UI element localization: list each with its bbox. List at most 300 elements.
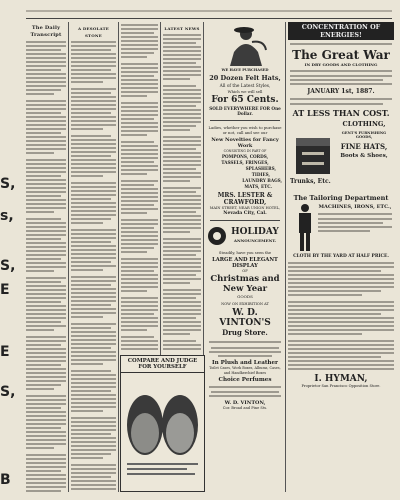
text-line bbox=[71, 312, 116, 314]
text-line bbox=[163, 282, 190, 284]
text-line bbox=[163, 54, 201, 56]
text-line bbox=[71, 359, 116, 361]
text-line bbox=[26, 222, 66, 224]
text-line bbox=[26, 112, 61, 114]
text-line bbox=[26, 140, 66, 142]
margin-fragment: E bbox=[0, 344, 10, 360]
text-line bbox=[163, 289, 201, 291]
text-line bbox=[71, 284, 111, 286]
novelty-item: SPLASHERS, bbox=[245, 166, 276, 171]
text-line bbox=[163, 340, 196, 342]
text-line bbox=[163, 148, 196, 150]
text-lines bbox=[71, 41, 116, 492]
text-line bbox=[163, 238, 201, 240]
text-line bbox=[71, 476, 111, 478]
text-line bbox=[71, 468, 116, 470]
text-line bbox=[121, 344, 158, 346]
text-line bbox=[288, 294, 362, 296]
holiday-of: OF bbox=[242, 269, 248, 273]
text-line bbox=[26, 199, 66, 201]
text-line bbox=[71, 171, 116, 173]
text-line bbox=[71, 374, 116, 376]
text-line bbox=[163, 278, 201, 280]
text-line bbox=[121, 75, 154, 77]
text-line bbox=[71, 327, 111, 329]
text-line bbox=[26, 159, 66, 161]
text-line bbox=[26, 49, 61, 51]
novelties-headline: New Novelties for Fancy Work bbox=[211, 137, 279, 149]
text-line bbox=[163, 62, 196, 64]
text-line bbox=[71, 61, 116, 63]
text-line bbox=[288, 305, 394, 307]
text-line bbox=[71, 425, 116, 427]
text-line bbox=[26, 427, 61, 429]
text-line bbox=[121, 309, 158, 311]
text-line bbox=[71, 351, 116, 353]
text-line bbox=[163, 191, 196, 193]
holiday-vinton: W. D. VINTON'S bbox=[219, 308, 271, 328]
text-line bbox=[163, 219, 201, 221]
text-line bbox=[121, 48, 158, 50]
news-column-2 bbox=[71, 22, 116, 492]
text-line bbox=[26, 124, 66, 126]
text-line bbox=[26, 399, 66, 401]
hyman-proprietor: Proprietor San Francisco Opposition Store. bbox=[301, 384, 381, 388]
text-line bbox=[121, 278, 158, 280]
text-line bbox=[288, 364, 394, 366]
text-line bbox=[26, 53, 66, 55]
text-line bbox=[26, 203, 66, 205]
text-line bbox=[71, 218, 111, 220]
text-line bbox=[71, 41, 116, 43]
text-line bbox=[163, 38, 201, 40]
hats-ad-price: For 65 Cents. bbox=[211, 95, 279, 105]
text-line bbox=[26, 411, 66, 413]
text-line bbox=[26, 407, 61, 409]
text-line bbox=[26, 238, 61, 240]
margin-fragment: s, bbox=[0, 208, 14, 224]
text-line bbox=[121, 212, 147, 214]
novelty-item: LAUNDRY BAGS, bbox=[242, 178, 282, 183]
holiday-christmas: Christmas and New Year bbox=[210, 274, 280, 294]
text-line bbox=[26, 348, 66, 350]
text-line bbox=[121, 91, 158, 93]
text-line bbox=[26, 93, 54, 95]
text-line bbox=[71, 128, 103, 130]
text-line bbox=[121, 126, 158, 128]
text-line bbox=[288, 262, 394, 264]
text-line bbox=[71, 167, 116, 169]
text-line bbox=[26, 372, 66, 374]
text-line bbox=[71, 194, 116, 196]
text-line bbox=[163, 325, 201, 327]
text-line bbox=[71, 104, 116, 106]
text-line bbox=[121, 188, 158, 190]
text-line bbox=[121, 297, 158, 299]
text-line bbox=[71, 45, 116, 47]
text-line bbox=[288, 301, 394, 303]
text-line bbox=[121, 106, 158, 108]
novelty-item: TASSELS, FRINGES, bbox=[221, 160, 269, 165]
text-line bbox=[121, 282, 158, 284]
text-line bbox=[26, 419, 66, 421]
text-line bbox=[163, 50, 201, 52]
text-line bbox=[121, 340, 158, 342]
text-line bbox=[163, 313, 201, 315]
text-line bbox=[71, 261, 111, 263]
text-line bbox=[163, 66, 201, 68]
text-line bbox=[26, 148, 66, 150]
text-line bbox=[26, 144, 66, 146]
text-line bbox=[26, 89, 61, 91]
text-line bbox=[71, 445, 116, 447]
text-line bbox=[26, 163, 66, 165]
text-line bbox=[26, 336, 66, 338]
text-line bbox=[71, 143, 116, 145]
text-line bbox=[163, 199, 201, 201]
novelty-item: POMPONS, CORDS, bbox=[221, 154, 269, 159]
text-line bbox=[71, 222, 103, 224]
margin-fragment: S, bbox=[0, 176, 16, 192]
margin-fragment: S, bbox=[0, 258, 16, 274]
text-line bbox=[121, 231, 158, 233]
text-line bbox=[163, 203, 201, 205]
text-line bbox=[163, 34, 201, 36]
text-line bbox=[26, 486, 66, 488]
text-line bbox=[288, 333, 362, 335]
text-line bbox=[71, 229, 116, 231]
text-line bbox=[71, 316, 103, 318]
text-line bbox=[71, 53, 116, 55]
text-line bbox=[163, 215, 201, 217]
text-line bbox=[121, 239, 158, 241]
hats-ad bbox=[206, 22, 284, 121]
text-line bbox=[26, 183, 66, 185]
great-war-subtitle: IN DRY GOODS AND CLOTHING bbox=[304, 62, 378, 67]
text-line bbox=[26, 293, 66, 295]
text-line bbox=[121, 274, 158, 276]
text-line bbox=[121, 262, 158, 264]
clothing-label: CLOTHING, bbox=[342, 120, 386, 128]
text-line bbox=[121, 180, 158, 182]
news-column-4 bbox=[163, 22, 201, 352]
text-line bbox=[26, 403, 66, 405]
text-line bbox=[163, 117, 201, 119]
text-line bbox=[71, 343, 116, 345]
text-line bbox=[71, 394, 116, 396]
margin-fragment: B bbox=[0, 472, 11, 488]
text-line bbox=[121, 40, 158, 42]
text-line bbox=[71, 257, 116, 259]
text-line bbox=[71, 249, 116, 251]
text-line bbox=[26, 191, 66, 193]
text-line bbox=[26, 352, 66, 354]
text-line bbox=[26, 179, 66, 181]
text-line bbox=[163, 223, 201, 225]
novelties-firm: MRS. LESTER & CRAWFORD, bbox=[217, 192, 273, 206]
text-line bbox=[163, 85, 196, 87]
text-line bbox=[121, 235, 158, 237]
text-line bbox=[71, 355, 116, 357]
text-line bbox=[121, 321, 158, 323]
text-line bbox=[26, 73, 66, 75]
holiday-announcement: ANNOUNCEMENT. bbox=[233, 238, 277, 243]
hats-ad-styles: All of the Latest Styles, bbox=[219, 84, 271, 89]
text-line bbox=[71, 253, 116, 255]
text-line bbox=[26, 195, 61, 197]
text-line bbox=[121, 44, 158, 46]
text-line bbox=[26, 167, 66, 169]
text-line bbox=[26, 108, 66, 110]
text-line bbox=[71, 370, 111, 372]
text-line bbox=[26, 41, 66, 43]
text-line bbox=[26, 368, 66, 370]
text-line bbox=[163, 344, 201, 346]
text-line bbox=[26, 69, 61, 71]
text-line bbox=[163, 254, 196, 256]
text-line bbox=[71, 151, 116, 153]
text-line bbox=[288, 360, 394, 362]
text-line bbox=[71, 237, 116, 239]
text-line bbox=[71, 202, 116, 204]
text-line bbox=[121, 52, 154, 54]
column-heading: A DESOLATE STONE bbox=[77, 26, 110, 38]
column-rule bbox=[118, 22, 119, 492]
text-line bbox=[163, 172, 201, 174]
text-line bbox=[121, 110, 158, 112]
right-text-lines bbox=[288, 262, 394, 370]
text-line bbox=[26, 116, 66, 118]
novelty-item: TIDIES, bbox=[251, 172, 270, 177]
text-line bbox=[163, 105, 196, 107]
text-line bbox=[163, 297, 196, 299]
shoe-illustration bbox=[121, 373, 204, 483]
text-line bbox=[288, 340, 394, 342]
text-line bbox=[71, 280, 116, 282]
text-line bbox=[26, 388, 54, 390]
text-line bbox=[163, 317, 196, 319]
text-line bbox=[163, 136, 201, 138]
text-line bbox=[71, 488, 116, 490]
text-line bbox=[26, 254, 66, 256]
text-line bbox=[71, 269, 103, 271]
text-line bbox=[288, 266, 394, 268]
text-line bbox=[121, 270, 154, 272]
news-column-3 bbox=[121, 22, 158, 352]
text-line bbox=[121, 134, 147, 136]
text-line bbox=[163, 187, 201, 189]
text-line bbox=[71, 410, 103, 412]
text-line bbox=[71, 233, 116, 235]
text-line bbox=[71, 198, 111, 200]
text-line bbox=[26, 281, 61, 283]
text-line bbox=[71, 57, 116, 59]
text-line bbox=[71, 77, 116, 79]
text-line bbox=[121, 173, 147, 175]
text-line bbox=[163, 195, 201, 197]
text-line bbox=[71, 433, 111, 435]
text-line bbox=[163, 144, 201, 146]
text-line bbox=[121, 67, 158, 69]
novelties-ad bbox=[206, 125, 284, 221]
text-line bbox=[71, 116, 116, 118]
text-line bbox=[288, 352, 394, 354]
text-line bbox=[26, 364, 61, 366]
text-line bbox=[121, 348, 158, 350]
novelties-address: MAIN STREET, NEAR UNION HOTEL, bbox=[209, 206, 281, 210]
text-line bbox=[71, 437, 116, 439]
text-line bbox=[26, 226, 66, 228]
text-line bbox=[26, 313, 66, 315]
novelties-intro: Ladies, whether you wish to purchase or not, call and see our bbox=[208, 125, 282, 135]
text-line bbox=[71, 429, 116, 431]
text-line bbox=[121, 208, 158, 210]
text-line bbox=[26, 305, 66, 307]
text-line bbox=[71, 441, 116, 443]
text-line bbox=[71, 186, 116, 188]
text-line bbox=[121, 266, 158, 268]
text-line bbox=[288, 356, 381, 358]
text-line bbox=[121, 145, 158, 147]
text-line bbox=[121, 258, 158, 260]
text-line bbox=[71, 335, 116, 337]
text-line bbox=[163, 180, 190, 182]
text-line bbox=[121, 165, 158, 167]
text-line bbox=[71, 472, 116, 474]
text-line bbox=[26, 380, 66, 382]
text-line bbox=[71, 406, 116, 408]
text-line bbox=[121, 149, 158, 151]
text-line bbox=[26, 454, 66, 456]
text-line bbox=[121, 305, 158, 307]
text-line bbox=[121, 122, 158, 124]
text-line bbox=[121, 301, 158, 303]
holiday-drug-store: Drug Store. bbox=[222, 328, 268, 337]
text-line bbox=[163, 164, 201, 166]
text-line bbox=[163, 74, 201, 76]
column-rule bbox=[285, 22, 286, 492]
text-line bbox=[163, 109, 201, 111]
text-line bbox=[71, 88, 116, 90]
less-than-cost: AT LESS THAN COST. bbox=[292, 108, 390, 118]
text-line bbox=[121, 243, 158, 245]
text-line bbox=[71, 480, 116, 482]
holiday-plush: In Plush and Leather bbox=[211, 360, 279, 366]
text-line bbox=[71, 81, 103, 83]
text-line bbox=[26, 45, 66, 47]
text-line bbox=[26, 266, 66, 268]
text-line bbox=[121, 192, 158, 194]
text-line bbox=[71, 147, 116, 149]
text-line bbox=[26, 120, 66, 122]
text-lines bbox=[26, 41, 66, 492]
text-line bbox=[71, 464, 116, 466]
text-line bbox=[163, 129, 190, 131]
text-line bbox=[71, 288, 116, 290]
tailor-figure-icon bbox=[294, 202, 316, 252]
text-line bbox=[26, 360, 66, 362]
text-line bbox=[71, 449, 116, 451]
column-title: The Daily Transcript bbox=[30, 25, 62, 38]
text-line bbox=[71, 210, 116, 212]
text-line bbox=[121, 130, 158, 132]
text-line bbox=[26, 270, 54, 272]
text-line bbox=[121, 329, 147, 331]
text-line bbox=[71, 241, 111, 243]
text-line bbox=[26, 171, 66, 173]
text-line bbox=[71, 300, 116, 302]
text-line bbox=[26, 482, 66, 484]
text-line bbox=[26, 85, 66, 87]
news-column-1 bbox=[26, 22, 66, 492]
text-line bbox=[163, 266, 201, 268]
text-line bbox=[71, 139, 116, 141]
text-line bbox=[163, 348, 201, 350]
text-line bbox=[163, 270, 201, 272]
text-line bbox=[26, 61, 66, 63]
text-line bbox=[26, 136, 66, 138]
compare-ad bbox=[120, 355, 205, 492]
right-ads-column bbox=[288, 22, 394, 492]
text-line bbox=[163, 58, 201, 60]
text-line bbox=[71, 453, 111, 455]
text-line bbox=[26, 250, 66, 252]
text-line bbox=[71, 457, 103, 459]
text-line bbox=[26, 470, 61, 472]
text-line bbox=[121, 290, 147, 292]
text-line bbox=[26, 65, 66, 67]
text-line bbox=[121, 251, 147, 253]
text-line bbox=[163, 274, 196, 276]
text-line bbox=[26, 356, 66, 358]
text-line bbox=[288, 325, 394, 327]
text-line bbox=[163, 97, 201, 99]
text-line bbox=[71, 182, 116, 184]
lady-illustration bbox=[206, 22, 284, 68]
text-line bbox=[71, 214, 116, 216]
text-line bbox=[71, 363, 103, 365]
text-line bbox=[163, 46, 201, 48]
text-line bbox=[163, 156, 201, 158]
holiday-perfumes: Choice Perfumes bbox=[218, 377, 272, 383]
text-line bbox=[71, 65, 116, 67]
text-line bbox=[26, 57, 66, 59]
text-line bbox=[71, 323, 116, 325]
text-line bbox=[26, 376, 66, 378]
text-line bbox=[121, 223, 158, 225]
text-line bbox=[26, 317, 66, 319]
cloth-half-price: CLOTH BY THE YARD AT HALF PRICE. bbox=[293, 254, 389, 259]
text-line bbox=[71, 206, 116, 208]
text-line bbox=[121, 114, 158, 116]
text-line bbox=[163, 93, 201, 95]
text-line bbox=[121, 24, 158, 26]
text-line bbox=[288, 282, 394, 284]
text-line bbox=[71, 163, 116, 165]
text-line bbox=[121, 71, 158, 73]
text-line bbox=[71, 390, 111, 392]
hats-ad-sold: SOLD EVERYWHERE FOR One Dollar. bbox=[209, 106, 281, 116]
text-line bbox=[163, 121, 201, 123]
text-line bbox=[163, 301, 201, 303]
trunks-label: Trunks, Etc. bbox=[290, 178, 331, 185]
text-line bbox=[288, 348, 394, 350]
text-line bbox=[288, 317, 394, 319]
text-line bbox=[71, 417, 116, 419]
text-line bbox=[26, 435, 66, 437]
text-line bbox=[26, 462, 66, 464]
gents-label: GENT'S FURNISHING GOODS, bbox=[341, 131, 387, 139]
